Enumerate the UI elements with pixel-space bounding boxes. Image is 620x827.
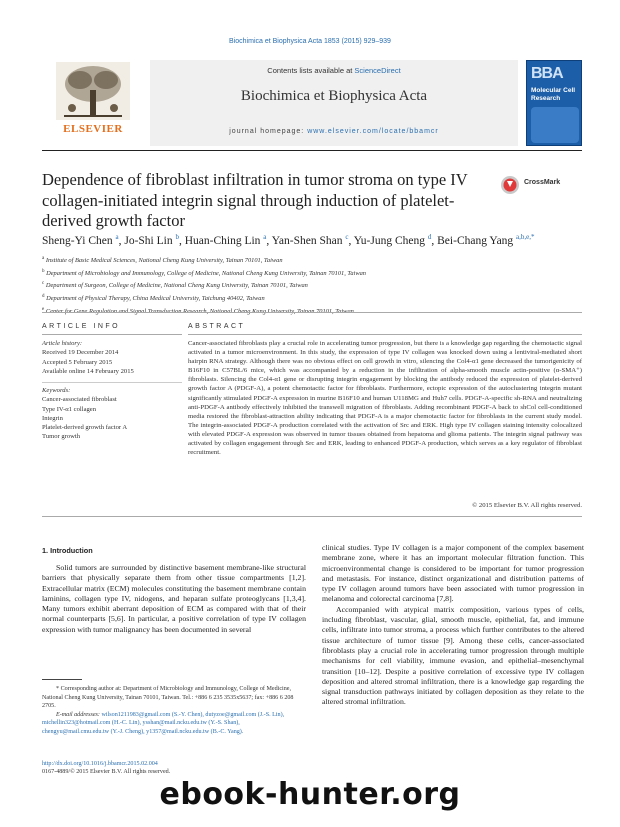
footnote-divider: [42, 679, 82, 680]
article-history: [42, 339, 182, 376]
affiliation: $^b$ Department of Microbiology and Immunology, College of Medicine, National Cheng Kung University, Tainan 70101, Taiwan: [42, 268, 366, 277]
crossmark-badge[interactable]: [500, 175, 586, 195]
sciencedirect-link[interactable]: ScienceDirect: [354, 66, 401, 75]
online-date: Available online 14 February 2015: [42, 367, 134, 375]
keywords-divider: [42, 382, 182, 383]
elsevier-wordmark: ELSEVIER: [63, 123, 123, 135]
author[interactable]: Bei-Chang Yang $^{a,b,e,*}$: [437, 233, 535, 247]
keyword: Platelet-derived growth factor A: [42, 424, 128, 432]
article-info-heading: ARTICLE INFO: [42, 323, 121, 330]
section-heading: 1. Introduction: [42, 546, 93, 555]
contents-prefix: Contents lists available at: [267, 66, 355, 75]
footnotes: [42, 685, 308, 737]
paper-title: Dependence of fibroblast infiltration in tumor stroma on type IV collagen-initiated integrin signal through induction of platelet-derived growth factor: [42, 170, 468, 230]
watermark: ebook-hunter.org: [159, 777, 461, 812]
contents-line: [150, 66, 518, 75]
author[interactable]: Jo-Shi Lin $^b$: [124, 233, 179, 247]
email-addresses: E-mail addresses: wilson1211983@gmail.com (S.-Y. Chen), dutyzoe@gmail.com (J.-S. Lin), michellin323@hotmail.com (H.-C. Lin), ysshan@mail.ncku.edu.tw (Y.-S. Shan), chengyu@mail.cmu.edu.tw (Y.-J. Cheng), y1357@mail.ncku.edu.tw (B.-C. Yang).: [42, 711, 285, 735]
intro-paragraph: Solid tumors are surrounded by distinctive basement membrane-like structural barriers that physically separate them from other tissue compartments [1,2]. Extracellular matrix (ECM) molecules constituting the basement membrane contain laminins, collagen type IV, nidogens, and heparan sulfate proteoglycans [1,3,4]. Many tumors exhibit aberrant deposition of ECM as compared with that of their normal counterparts [5,6]. In particular, a positive correlation of type IV collagen expression with tumor malignancy has been documented in several: [42, 563, 306, 634]
affiliation-list: [42, 254, 582, 317]
affiliation: $^d$ Department of Physical Therapy, China Medical University, Taichung 40402, Taiwan: [42, 293, 265, 302]
doi-block: [42, 760, 308, 777]
doi-link[interactable]: http://dx.doi.org/10.1016/j.bbamcr.2015.02.004: [42, 761, 158, 767]
cover-letters: BBA: [531, 65, 563, 82]
accepted-date: Accepted 5 February 2015: [42, 358, 113, 366]
cover-art: [531, 107, 579, 143]
keyword: Tumor growth: [42, 433, 81, 441]
intro-right-column: [322, 543, 584, 708]
intro-paragraph: clinical studies. Type IV collagen is a major component of the complex basement membrane zone, where it has an important molecular filtration function. This microenvironmental change is considered to be important for tumor progression and metastasis. For instance, distinct organizational and distribution patterns of type IV collagen around tumors have been associated with tumor progression in melanoma and colorectal carcinoma [7,8].: [322, 543, 584, 604]
journal-homepage: [150, 128, 518, 135]
author[interactable]: Sheng-Yi Chen $^a$: [42, 233, 119, 247]
affiliation-divider: [42, 312, 582, 313]
author-list: Sheng-Yi Chen $^a$, Jo-Shi Lin $^b$, Huan-Ching Lin $^a$, Yan-Shen Shan $^c$, Yu-Jung Cheng $^d$, Bei-Chang Yang $^{a,b,e,*}$: [42, 233, 535, 247]
keyword: Type IV-α1 collagen: [42, 405, 97, 413]
abstract-bottom-divider: [42, 516, 582, 517]
affiliation: $^a$ Institute of Basic Medical Sciences, National Cheng Kung University, Tainan 70101, Taiwan: [42, 256, 283, 265]
crossmark-label: CrossMark: [524, 179, 561, 186]
keyword: Integrin: [42, 414, 63, 422]
abstract-text: Cancer-associated fibroblasts play a crucial role in accelerating tumor progression, but there is a knowledge gap regarding the chemotactic signal activated in a tumor microenvironment. In this study, the expression of type IV collagen was knocked down using a lentiviral-mediated short hairpin RNA strategy. Although there was no obvious effect on cell growth in vitro, silencing the Col4-α1 gene decreased the tumorigenicity of B16F10 in C57BL/6 mice, which was accompanied by a reduction in the infiltration of alpha-smooth muscle actin-positive (α-SMA⁺) fibroblasts. Silencing the Col4-α1 gene or disrupting integrin engagement by blocking the antibody reduced the expression of platelet-derived growth factor A (PDGF-A), a potent chemotactic factor for fibroblasts. Furthermore, ectopic expression of the autoclustering integrin mutant significantly stimulated PDGF-A expression in murine B16F10 and human U118MG and Huh7 cells. PDGF-A-specific sh-RNA and neutralizing anti-PDGF-A antibody effectively inhibited the transwell migration of fibroblasts. Adding recombinant PDGF-A back to shCol cell-conditioned media restored the fibroblast-attraction ability indicating that PDGF-A is a major chemotactic factor for fibroblasts in the current study model. The integrin-associated PDGF-A production correlated with the activation of Src and ERK. High type IV collagen staining intensity colocalized with elevated PDGF-A expression was observed in tumor tissues obtained from hepatoma and glioma patients. The integrin signal pathway was activated by collagen engagement through Src and ERK, leading to enhanced PDGF-A production, which serves as a key regulator of fibroblast recruitment.: [188, 340, 582, 457]
abstract-divider: [188, 334, 582, 335]
crossmark-icon: [500, 175, 520, 195]
article-info-divider: [42, 334, 182, 335]
keyword-list: [42, 386, 182, 442]
homepage-prefix: journal homepage:: [229, 128, 308, 135]
header-divider: [42, 150, 582, 151]
received-date: Received 19 December 2014: [42, 349, 119, 357]
email-links[interactable]: wilson1211983@gmail.com (S.-Y. Chen), dutyzoe@gmail.com (J.-S. Lin), michellin323@hotmail.com (H.-C. Lin), ysshan@mail.ncku.edu.tw (Y.-S. Shan), chengyu@mail.cmu.edu.tw (Y.-J. Cheng), y1357@mail.ncku.edu.tw (B.-C. Yang).: [42, 711, 285, 735]
issn-line: 0167-4889/© 2015 Elsevier B.V. All rights reserved.: [42, 769, 171, 776]
abstract-copyright: © 2015 Elsevier B.V. All rights reserved.: [472, 502, 582, 509]
history-label: Article history:: [42, 340, 83, 347]
homepage-link[interactable]: www.elsevier.com/locate/bbamcr: [307, 128, 439, 135]
abstract-heading: ABSTRACT: [188, 323, 246, 330]
journal-title: Biochimica et Biophysica Acta: [240, 88, 428, 104]
author[interactable]: Yu-Jung Cheng $^d$: [353, 233, 432, 247]
affiliation: e: [42, 306, 45, 312]
keywords-label: Keywords:: [42, 387, 71, 394]
author[interactable]: Yan-Shen Shan $^c$: [271, 233, 349, 247]
affiliation: $^c$ Department of Surgeon, College of Medicine, National Cheng Kung University, Tainan 70101, Taiwan: [42, 281, 308, 290]
intro-paragraph: Accompanied with atypical matrix composition, various types of cells, including fibroblast, vascular, glial, smooth muscle, epithelial, fat, and immune cells, infiltrate into tumor stroma, a process which further contributes to the altered tissue architecture of tumor tissue [9]. Among these cells, cancer-associated fibroblasts play a crucial role in accelerating tumor progression through multiple mechanisms for cell viability, immune evasion, and epithelial–mesenchymal transition [10–12]. Despite a positive correlation of excessive type IV collagen deposition and altered stromal infiltration, there is a knowledge gap regarding the signal transduction pathways initiated by collagen deposition as they relate to the altered stromal infiltration.: [322, 604, 584, 707]
journal-cover-image[interactable]: [526, 60, 582, 146]
keyword: Cancer-associated fibroblast: [42, 396, 117, 404]
journal-citation[interactable]: Biochimica et Biophysica Acta 1853 (2015) 929–939: [229, 38, 391, 45]
author[interactable]: Huan-Ching Lin $^a$: [184, 233, 267, 247]
cover-subtitle: Molecular Cell Research: [531, 87, 576, 102]
corresponding-author-note: * Corresponding author at: Department of Microbiology and Immunology, College of Medicine, National Cheng Kung University, Tainan 70101, Taiwan. Tel.: +886 6 235 3535x5637; fax: +886 6 208 2705.: [42, 686, 294, 710]
